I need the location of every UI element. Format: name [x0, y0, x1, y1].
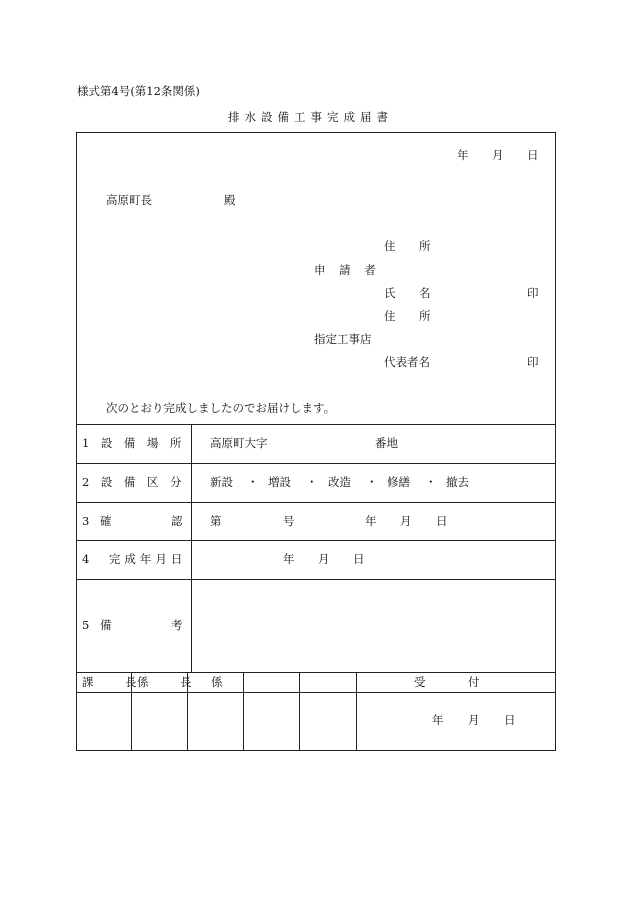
- approval-kacho: 課 長: [82, 675, 147, 689]
- row-4-day: 日: [353, 552, 365, 566]
- frame-bottom: [76, 750, 556, 751]
- row-5-label-num: 5: [82, 618, 90, 632]
- option-dot-2: ・: [306, 475, 318, 489]
- approval-divider-3: [243, 672, 244, 751]
- row-divider-4: [76, 540, 556, 541]
- date-month: 月: [492, 148, 504, 162]
- row-2-label: 2 設 備 区 分: [82, 475, 182, 489]
- row-5-label-b: 考: [171, 618, 183, 632]
- row-5-label-a: 備: [100, 618, 112, 632]
- approval-year: 年: [432, 713, 444, 727]
- honorific: 殿: [224, 193, 236, 207]
- contractor-address-label: 住 所: [384, 309, 437, 323]
- date-day: 日: [527, 148, 539, 162]
- row-1-value-suffix: 番地: [375, 436, 398, 450]
- row-divider-7: [76, 692, 556, 693]
- contractor-label: 指定工事店: [314, 332, 372, 346]
- row-1-label: 1 設 備 場 所: [82, 436, 182, 450]
- row-3-go: 号: [283, 514, 295, 528]
- row-3-label-b: 認: [171, 514, 183, 528]
- row-divider-2: [76, 463, 556, 464]
- row-3-label-a: 確: [100, 514, 112, 528]
- row-divider-3: [76, 502, 556, 503]
- option-shuuzen: 修繕: [387, 475, 410, 489]
- date-year: 年: [457, 148, 469, 162]
- form-number: 様式第4号(第12条関係): [77, 84, 200, 98]
- approval-divider-4: [299, 672, 300, 751]
- option-kaizou: 改造: [328, 475, 351, 489]
- row-divider-5: [76, 579, 556, 580]
- approval-kakari: 係: [211, 675, 223, 689]
- applicant-name-label: 氏 名: [384, 286, 437, 300]
- option-dot-3: ・: [366, 475, 378, 489]
- addressee: 高原町長: [106, 193, 152, 207]
- option-dot-4: ・: [425, 475, 437, 489]
- statement: 次のとおり完成しましたのでお届けします。: [106, 401, 336, 415]
- option-dot-1: ・: [247, 475, 259, 489]
- applicant-label: 申 請 者: [314, 263, 381, 277]
- frame-top: [76, 132, 556, 133]
- representative-label: 代表者名: [384, 355, 430, 369]
- applicant-seal: 印: [527, 286, 539, 300]
- approval-uketsuke: 受 付: [414, 675, 482, 689]
- row-4-label: 4 完成年月日: [82, 552, 187, 566]
- option-tekkyo: 撤去: [446, 475, 469, 489]
- approval-divider-5: [356, 672, 357, 751]
- form-title: 排水設備工事完成届書: [228, 110, 393, 124]
- row-4-month: 月: [318, 552, 330, 566]
- frame-left: [76, 132, 77, 751]
- label-column-divider: [191, 424, 192, 673]
- option-shinsetsu: 新設: [210, 475, 233, 489]
- row-divider-1: [76, 424, 556, 425]
- applicant-address-label: 住 所: [384, 239, 437, 253]
- approval-kakaricho: 係 長: [137, 675, 202, 689]
- approval-day: 日: [504, 713, 516, 727]
- approval-month: 月: [468, 713, 480, 727]
- row-4-year: 年: [283, 552, 295, 566]
- row-divider-6: [76, 672, 556, 673]
- row-1-value-prefix: 高原町大字: [210, 436, 268, 450]
- row-3-day: 日: [436, 514, 448, 528]
- contractor-seal: 印: [527, 355, 539, 369]
- row-3-dai: 第: [210, 514, 222, 528]
- row-3-month: 月: [400, 514, 412, 528]
- frame-right: [555, 132, 556, 751]
- option-zousetsu: 増設: [268, 475, 291, 489]
- row-3-year: 年: [365, 514, 377, 528]
- row-3-label-num: 3: [82, 514, 90, 528]
